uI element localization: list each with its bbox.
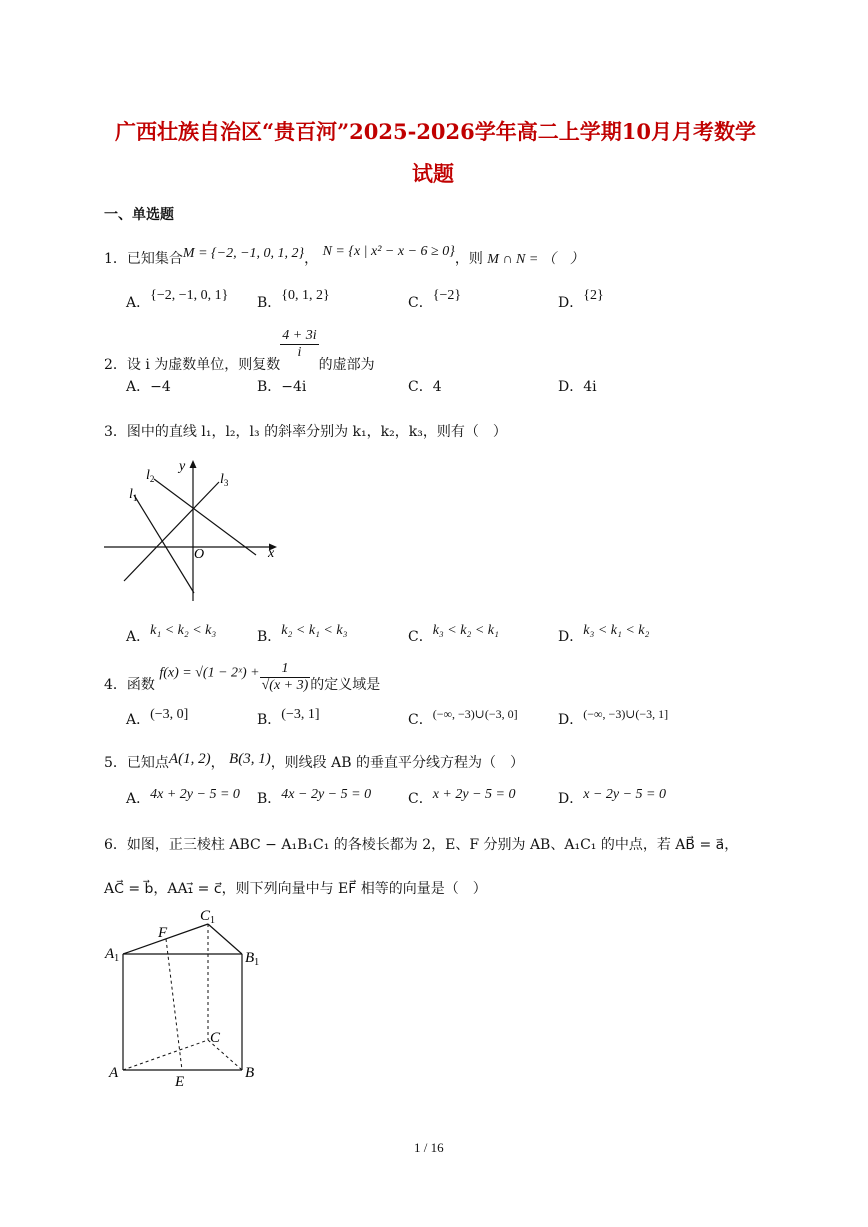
line-l1 — [134, 495, 194, 593]
q2-option-d: D．4i — [558, 379, 597, 395]
q3-option-c: C．k₃ < k₂ < k₁ — [408, 623, 499, 645]
question-2-stem — [104, 328, 375, 373]
q4-option-a: A．(−3, 0] — [126, 707, 189, 728]
q1-set-m: M = {−2, −1, 0, 1, 2} — [182, 246, 305, 261]
q5-option-b: B．4x − 2y − 5 = 0 — [257, 787, 372, 807]
q2-option-c: C．4 — [408, 379, 442, 395]
origin-label: O — [194, 547, 205, 562]
q1-expr: M ∩ N = （ ） — [487, 252, 584, 267]
line-l3 — [124, 482, 219, 581]
question-3-stem: 3．图中的直线 l₁，l₂，l₃ 的斜率分别为 k₁，k₂，k₃，则有（ ） — [104, 424, 507, 440]
edge-c1-b1 — [208, 924, 242, 954]
q4-suffix: 的定义域是 — [310, 676, 381, 693]
x-label: x — [268, 546, 275, 561]
q4-option-b: B．(−3, 1] — [257, 707, 320, 728]
q4-option-d: D．(−∞, −3)∪(−3, 1] — [558, 707, 669, 728]
q2-option-b: B．−4i — [257, 379, 307, 395]
q2-option-a: A．−4 — [126, 379, 171, 395]
q1-option-a: A．{−2, −1, 0, 1} — [126, 288, 229, 311]
section-heading: 一、单选题 — [104, 207, 174, 223]
label-b1: $B_1$ — [245, 950, 260, 968]
l2-label: $l_2$ — [146, 468, 155, 484]
label-a: A — [109, 1065, 119, 1081]
l1-label: $l_1$ — [129, 487, 138, 503]
label-c: C — [210, 1030, 221, 1046]
q1-prefix: 1．已知集合 — [104, 251, 183, 267]
q4-frac-num: 1 — [260, 661, 311, 678]
q3-option-b: B．k₂ < k₁ < k₃ — [257, 623, 348, 645]
q2-prefix: 2．设 i 为虚数单位，则复数 — [104, 356, 281, 373]
label-a1: $A_1$ — [105, 946, 120, 964]
question-6-line2: AC⃗ = b⃗，AA₁⃗ = c⃗，则下列向量中与 EF⃗ 相等的向量是（ ） — [104, 881, 487, 897]
q1-set-n: N = {x | x² − x − 6 ≥ 0} — [322, 244, 455, 259]
q1-option-d: D．{2} — [558, 288, 604, 311]
q1-suffix: ，则 — [454, 251, 483, 267]
q2-frac-num: 4 + 3i — [282, 328, 317, 343]
question-5-stem — [104, 752, 524, 772]
label-c1: $C_1$ — [200, 908, 216, 926]
q5-point-b: B(3, 1) — [229, 751, 271, 767]
q4-func-left: f(x) = √(1 − 2ˣ) + — [159, 665, 260, 681]
q1-option-c: C．{−2} — [408, 288, 462, 311]
question-6-line1: 6．如图，正三棱柱 ABC − A₁B₁C₁ 的各棱长都为 2，E、F 分别为 AB、A₁C₁ 的中点，若 AB⃗ = a⃗， — [104, 837, 739, 853]
q5-sep: ， — [210, 755, 225, 771]
q1-option-b: B．{0, 1, 2} — [257, 288, 330, 311]
q5-option-a: A．4x + 2y − 5 = 0 — [126, 787, 240, 807]
edge-a-c — [123, 1040, 208, 1070]
l3-label: $l_3$ — [220, 472, 229, 488]
segment-e-f — [166, 939, 182, 1070]
question-4-stem — [104, 656, 381, 693]
q1-sep: ， — [304, 251, 319, 267]
q4-prefix: 4．函数 — [104, 676, 155, 693]
question-1-stem — [104, 244, 584, 268]
label-e: E — [175, 1074, 185, 1090]
page-title-line2: 试题 — [412, 161, 454, 186]
y-axis-arrow — [190, 460, 197, 468]
q3-option-d: D．k₃ < k₁ < k₂ — [558, 623, 650, 645]
q2-frac-den: i — [297, 345, 302, 360]
label-f: F — [158, 925, 168, 941]
q4-fraction — [260, 661, 311, 694]
page-title-line1: 广西壮族自治区“贵百河”2025-2026学年高二上学期10月月考数学 — [115, 119, 756, 144]
q4-frac-den: √(x + 3) — [261, 678, 309, 693]
q4-option-c: C．(−∞, −3)∪(−3, 0] — [408, 707, 518, 728]
q5-option-d: D．x − 2y − 5 = 0 — [558, 787, 667, 807]
q2-fraction — [280, 328, 318, 361]
q6-prism-figure — [100, 905, 275, 1090]
q5-option-c: C．x + 2y − 5 = 0 — [408, 787, 516, 807]
q3-option-a: A．k₁ < k₂ < k₃ — [126, 623, 217, 645]
q2-suffix: 的虚部为 — [318, 356, 375, 373]
q5-point-a: A(1, 2) — [168, 751, 211, 767]
page-number: 1 / 16 — [414, 1140, 444, 1155]
q5-suffix: ，则线段 AB 的垂直平分线方程为（ ） — [270, 755, 524, 771]
q3-line-figure — [100, 455, 290, 605]
q5-prefix: 5．已知点 — [104, 755, 169, 771]
line-l2 — [154, 479, 256, 555]
y-label: y — [179, 459, 186, 474]
label-b: B — [245, 1065, 255, 1081]
